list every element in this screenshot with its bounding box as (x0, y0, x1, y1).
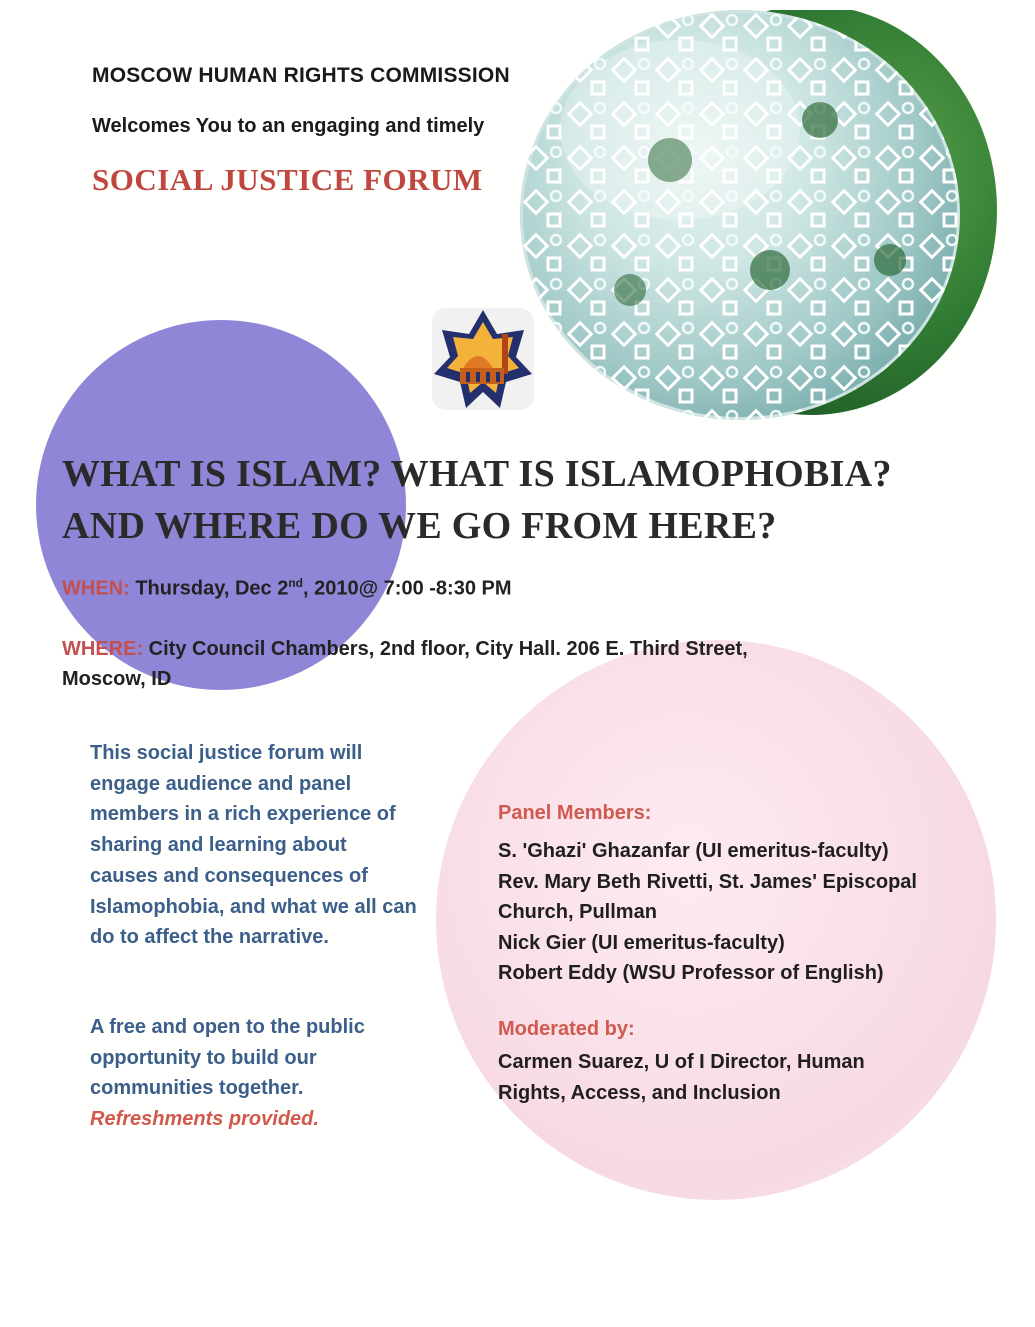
panel-member: Church, Pullman (498, 901, 657, 923)
when-date: Thursday, Dec 2 (129, 577, 289, 600)
refreshments-note: Refreshments provided. (90, 1108, 319, 1131)
organization-name: MOSCOW HUMAN RIGHTS COMMISSION (92, 64, 510, 87)
public-opportunity-text (90, 1012, 420, 1135)
panel-member: Nick Gier (UI emeritus-faculty) (498, 931, 785, 954)
when-time: , 2010@ 7:00 -8:30 PM (303, 577, 512, 600)
panel-member: Robert Eddy (WSU Professor of English) (498, 962, 884, 984)
welcome-line: Welcomes You to an engaging and timely (92, 115, 485, 137)
forum-title: SOCIAL JUSTICE FORUM (92, 162, 483, 197)
event-where-city: Moscow, ID (62, 668, 172, 690)
event-when (62, 576, 512, 601)
panel-member: S. 'Ghazi' Ghazanfar (UI emeritus-faculty) (498, 840, 889, 862)
where-address: City Council Chambers, 2nd floor, City Hall. 206 E. Third Street, (143, 638, 748, 660)
headline-line-1: WHAT IS ISLAM? WHAT IS ISLAMOPHOBIA? (62, 453, 892, 495)
moderator-name: Carmen Suarez, U of I Director, Human Rights, Access, and Inclusion (498, 1051, 865, 1104)
headline-line-2: AND WHERE DO WE GO FROM HERE? (62, 505, 777, 547)
event-where (62, 638, 748, 661)
public-opportunity-paragraph: A free and open to the public opportunity to build our communities together. (90, 1016, 365, 1100)
moderator-heading: Moderated by: (498, 1018, 635, 1040)
panel-heading: Panel Members: (498, 802, 652, 824)
mosque-star-icon (424, 300, 542, 418)
when-label: WHEN: (62, 577, 130, 600)
when-date-suffix: nd (288, 576, 304, 590)
where-label: WHERE: (62, 638, 144, 660)
panel-member: Rev. Mary Beth Rivetti, St. James' Episcopal (498, 870, 917, 893)
forum-description: This social justice forum will engage audience and panel members in a rich experience of sharing and learning about causes and consequences of Islamophobia, and what we all can do to affect the narrative. (90, 742, 417, 949)
panel-member-list (498, 836, 978, 989)
globe-image (512, 10, 998, 420)
